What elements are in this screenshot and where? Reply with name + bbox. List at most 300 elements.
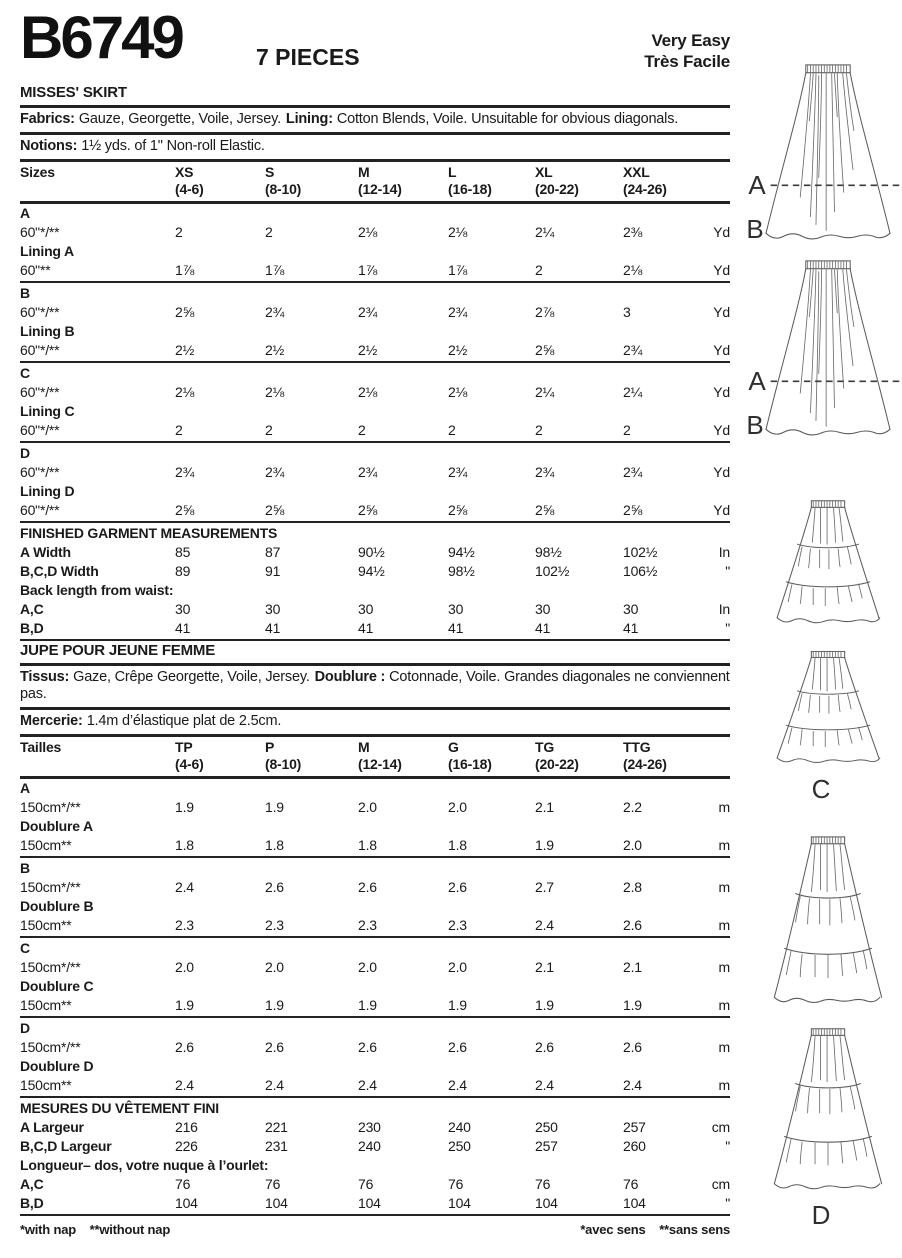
doublure-label: Doublure :	[314, 669, 386, 685]
cell-value: 2⅛	[358, 224, 378, 240]
cell-value: 2¾	[623, 464, 643, 480]
row-label: B	[20, 860, 30, 876]
size-range: (20-22)	[535, 756, 579, 772]
cell-value: 2½	[448, 342, 468, 358]
cell-value: 41	[535, 620, 551, 636]
view-b-label-back: B	[746, 410, 764, 440]
table-row	[20, 543, 730, 562]
cell-value: 94½	[448, 544, 475, 560]
unit-label: cm	[711, 1176, 730, 1192]
size-range: (20-22)	[535, 181, 579, 197]
cell-value: 2	[175, 224, 183, 240]
cell-value: 2.6	[535, 1039, 554, 1055]
unit-label: cm	[711, 1119, 730, 1135]
cell-value: 2	[265, 422, 273, 438]
pattern-number: B6749	[20, 4, 182, 71]
cell-value: 2½	[175, 342, 195, 358]
size-range: (16-18)	[448, 181, 492, 197]
table-row	[20, 817, 730, 836]
table-row	[20, 958, 730, 977]
size-range: (24-26)	[623, 181, 667, 197]
cell-value: 1⅞	[175, 262, 195, 278]
skirt-d-front-illustration	[754, 833, 902, 1011]
size-name: XL	[535, 164, 553, 180]
cell-value: 106½	[623, 563, 658, 579]
row-label: A,C	[20, 601, 44, 617]
cell-value: 1.8	[448, 837, 467, 853]
cell-value: 2	[535, 262, 543, 278]
cell-value: 104	[175, 1195, 198, 1211]
size-name: XXL	[623, 164, 650, 180]
row-label: 60"**	[20, 262, 51, 278]
unit-label: Yd	[713, 342, 730, 358]
fabrics-line-french	[20, 663, 730, 707]
skirt-d-back-illustration	[754, 1025, 902, 1197]
row-label: B,D	[20, 620, 44, 636]
cell-value: 1.9	[265, 997, 284, 1013]
size-range: (8-10)	[265, 181, 302, 197]
cell-value: 2⅛	[623, 262, 643, 278]
view-illustrations	[740, 0, 902, 1258]
table-row	[20, 284, 730, 303]
cell-value: 41	[265, 620, 281, 636]
cell-value: 257	[535, 1138, 558, 1154]
row-label: 150cm*/**	[20, 879, 81, 895]
cell-value: 240	[358, 1138, 381, 1154]
long-tiered-skirt-back-drawing	[754, 1025, 902, 1197]
cell-value: 1⅞	[358, 262, 378, 278]
cell-value: 30	[358, 601, 374, 617]
cell-value: 2⅝	[623, 502, 643, 518]
row-label: Doublure C	[20, 978, 94, 994]
cell-value: 41	[623, 620, 639, 636]
unit-label: m	[718, 1039, 730, 1055]
nap-legend-french: *avec sens **sans sens	[580, 1222, 730, 1237]
cell-value: 2.7	[535, 879, 554, 895]
table-row	[20, 897, 730, 916]
table-row	[20, 996, 730, 1018]
row-label: 150cm*/**	[20, 959, 81, 975]
cell-value: 2.3	[358, 917, 377, 933]
cell-value: 2¼	[535, 384, 555, 400]
cell-value: 1.8	[358, 837, 377, 853]
size-name: TTG	[623, 739, 651, 755]
size-name: P	[265, 739, 275, 755]
table-row	[20, 581, 730, 600]
table-row	[20, 524, 730, 543]
size-column-header	[265, 739, 358, 773]
cell-value: 1.9	[448, 997, 467, 1013]
unit-label: m	[718, 1077, 730, 1093]
cell-value: 104	[535, 1195, 558, 1211]
cell-value: 2.4	[265, 1077, 284, 1093]
row-label: A	[20, 205, 30, 221]
nap-legend	[20, 1217, 730, 1237]
cell-value: 2.6	[448, 1039, 467, 1055]
cell-value: 1.8	[175, 837, 194, 853]
cell-value: 2	[448, 422, 456, 438]
cell-value: 90½	[358, 544, 385, 560]
cell-value: 76	[535, 1176, 551, 1192]
yardage-chart	[20, 84, 730, 1237]
fabrics-label: Fabrics:	[20, 111, 75, 127]
size-column-header	[358, 164, 448, 198]
cell-value: 2⅛	[175, 384, 195, 400]
row-label: C	[20, 940, 30, 956]
garment-title-french: JUPE POUR JEUNE FEMME	[20, 642, 216, 659]
cell-value: 2.1	[535, 959, 554, 975]
table-row	[20, 779, 730, 798]
unit-label: m	[718, 959, 730, 975]
cell-value: 76	[358, 1176, 374, 1192]
cell-value: 87	[265, 544, 281, 560]
unit-label: m	[718, 917, 730, 933]
cell-value: 216	[175, 1119, 198, 1135]
cell-value: 2.3	[265, 917, 284, 933]
size-column-header	[175, 739, 265, 773]
table-row	[20, 204, 730, 223]
cell-value: 230	[358, 1119, 381, 1135]
row-label: D	[20, 445, 30, 461]
cell-value: 2.6	[265, 879, 284, 895]
table-row	[20, 1156, 730, 1175]
row-label: Doublure A	[20, 818, 93, 834]
gathered-skirt-front-drawing	[754, 60, 902, 248]
table-row	[20, 1019, 730, 1038]
row-label: 60"*/**	[20, 384, 60, 400]
mercerie-label: Mercerie:	[20, 713, 83, 729]
view-a-label: A	[748, 170, 766, 200]
table-row	[20, 1175, 730, 1194]
table-row	[20, 501, 730, 523]
cell-value: 2.0	[448, 959, 467, 975]
size-column-header	[535, 164, 623, 198]
cell-value: 1.9	[175, 799, 194, 815]
mercerie-line-french	[20, 707, 730, 734]
cell-value: 2¾	[623, 342, 643, 358]
row-label: C	[20, 365, 30, 381]
tissus-label: Tissus:	[20, 669, 70, 685]
cell-value: 250	[535, 1119, 558, 1135]
notions-line-english	[20, 132, 730, 159]
gathered-skirt-back-drawing	[754, 256, 902, 444]
cell-value: 221	[265, 1119, 288, 1135]
cell-value: 2⅛	[448, 384, 468, 400]
tissus-text: Gaze, Crêpe Georgette, Voile, Jersey.	[73, 669, 310, 685]
cell-value: 2¾	[448, 304, 468, 320]
cell-value: 2.6	[623, 1039, 642, 1055]
cell-value: 2¾	[535, 464, 555, 480]
size-range: (12-14)	[358, 756, 402, 772]
tiered-skirt-back-drawing	[754, 648, 902, 770]
long-tiered-skirt-front-drawing	[754, 833, 902, 1011]
row-label: 150cm**	[20, 917, 72, 933]
cell-value: 2.6	[448, 879, 467, 895]
cell-value: 2	[175, 422, 183, 438]
cell-value: 257	[623, 1119, 646, 1135]
size-range: (4-6)	[175, 181, 204, 197]
cell-value: 104	[448, 1195, 471, 1211]
cell-value: 2¾	[175, 464, 195, 480]
cell-value: 1.9	[535, 997, 554, 1013]
table-row	[20, 859, 730, 878]
cell-value: 1⅞	[448, 262, 468, 278]
fabrics-text: Gauze, Georgette, Voile, Jersey.	[78, 111, 281, 127]
cell-value: 94½	[358, 563, 385, 579]
cell-value: 226	[175, 1138, 198, 1154]
row-label: 60"*/**	[20, 422, 60, 438]
cell-value: 76	[448, 1176, 464, 1192]
cell-value: 2⅝	[448, 502, 468, 518]
cell-value: 2⅝	[358, 502, 378, 518]
row-label: 60"*/**	[20, 464, 60, 480]
unit-label: m	[718, 879, 730, 895]
cell-value: 2.6	[623, 917, 642, 933]
size-name: M	[358, 164, 370, 180]
size-column-header	[535, 739, 623, 773]
cell-value: 1.9	[175, 997, 194, 1013]
cell-value: 2¾	[358, 304, 378, 320]
cell-value: 2¾	[448, 464, 468, 480]
table-row	[20, 223, 730, 242]
unit-label: Yd	[713, 304, 730, 320]
row-label: Back length from waist:	[20, 582, 174, 598]
mercerie-text: 1.4m d’élastique plat de 2.5cm.	[86, 713, 282, 729]
table-row	[20, 836, 730, 858]
row-label: B,D	[20, 1195, 44, 1211]
row-label: FINISHED GARMENT MEASUREMENTS	[20, 525, 278, 541]
cell-value: 2.2	[623, 799, 642, 815]
row-label: A	[20, 780, 30, 796]
cell-value: 30	[535, 601, 551, 617]
unit-label: In	[718, 544, 730, 560]
size-name: TP	[175, 739, 193, 755]
cell-value: 41	[448, 620, 464, 636]
cell-value: 2⅝	[535, 502, 555, 518]
size-column-header	[265, 164, 358, 198]
sizes-label: Sizes	[20, 164, 55, 180]
table-row	[20, 482, 730, 501]
difficulty-french: Très Facile	[644, 52, 730, 71]
cell-value: 2.0	[623, 837, 642, 853]
cell-value: 2¾	[265, 304, 285, 320]
size-column-header	[623, 164, 685, 198]
table-row	[20, 798, 730, 817]
table-row	[20, 303, 730, 322]
garment-title-english: MISSES' SKIRT	[20, 84, 127, 101]
cell-value: 2	[535, 422, 543, 438]
unit-label: m	[718, 799, 730, 815]
size-name: G	[448, 739, 459, 755]
unit-label: Yd	[713, 422, 730, 438]
row-label: MESURES DU VÊTEMENT FINI	[20, 1100, 219, 1116]
row-label: A Width	[20, 544, 71, 560]
table-row	[20, 341, 730, 363]
cell-value: 2.0	[175, 959, 194, 975]
skirt-ab-back-illustration	[754, 256, 902, 444]
table-row	[20, 1099, 730, 1118]
lining-text: Cotton Blends, Voile. Unsuitable for obvious diagonals.	[336, 111, 679, 127]
table-row	[20, 1076, 730, 1098]
size-name: S	[265, 164, 275, 180]
cell-value: 2.6	[358, 879, 377, 895]
row-label: 60"*/**	[20, 224, 60, 240]
cell-value: 2¾	[265, 464, 285, 480]
cell-value: 2.6	[358, 1039, 377, 1055]
table-row	[20, 939, 730, 958]
row-label: 60"*/**	[20, 304, 60, 320]
size-name: XS	[175, 164, 194, 180]
size-column-header	[448, 739, 535, 773]
view-b-label: B	[746, 214, 764, 244]
size-name: M	[358, 739, 370, 755]
row-label: 60"*/**	[20, 502, 60, 518]
cell-value: 2.6	[265, 1039, 284, 1055]
row-label: 150cm**	[20, 1077, 72, 1093]
size-range: (8-10)	[265, 756, 302, 772]
cell-value: 231	[265, 1138, 288, 1154]
table-row	[20, 383, 730, 402]
cell-value: 30	[265, 601, 281, 617]
cell-value: 2.0	[358, 959, 377, 975]
unit-label: Yd	[713, 464, 730, 480]
table-row	[20, 878, 730, 897]
row-label: 150cm*/**	[20, 1039, 81, 1055]
unit-label: Yd	[713, 502, 730, 518]
cell-value: 76	[623, 1176, 639, 1192]
cell-value: 41	[175, 620, 191, 636]
table-row	[20, 600, 730, 619]
row-label: A Largeur	[20, 1119, 84, 1135]
table-row	[20, 1118, 730, 1137]
cell-value: 2⅝	[535, 342, 555, 358]
size-name: TG	[535, 739, 555, 755]
cell-value: 2⅛	[358, 384, 378, 400]
size-range: (4-6)	[175, 756, 204, 772]
cell-value: 85	[175, 544, 191, 560]
unit-label: Yd	[713, 224, 730, 240]
cell-value: 2½	[265, 342, 285, 358]
unit-label: "	[725, 1195, 730, 1211]
size-column-header	[448, 164, 535, 198]
unit-label: In	[718, 601, 730, 617]
cell-value: 2	[623, 422, 631, 438]
cell-value: 2¾	[358, 464, 378, 480]
table-row	[20, 322, 730, 341]
row-label: Lining B	[20, 323, 75, 339]
cell-value: 91	[265, 563, 281, 579]
cell-value: 2¼	[535, 224, 555, 240]
cell-value: 30	[175, 601, 191, 617]
table-row	[20, 1038, 730, 1057]
row-label: B	[20, 285, 30, 301]
cell-value: 3	[623, 304, 631, 320]
table-row	[20, 1057, 730, 1076]
cell-value: 104	[265, 1195, 288, 1211]
notions-label: Notions:	[20, 138, 78, 154]
sizes-label: Tailles	[20, 739, 62, 755]
row-label: 150cm*/**	[20, 799, 81, 815]
lining-label: Lining:	[285, 111, 333, 127]
cell-value: 2.4	[448, 1077, 467, 1093]
row-label: 60"*/**	[20, 342, 60, 358]
nap-legend-english: *with nap **without nap	[20, 1222, 171, 1237]
cell-value: 104	[358, 1195, 381, 1211]
size-range: (12-14)	[358, 181, 402, 197]
cell-value: 30	[623, 601, 639, 617]
sizes-header-french	[20, 734, 730, 779]
row-label: 150cm**	[20, 837, 72, 853]
cell-value: 2⅝	[175, 502, 195, 518]
row-label: 150cm**	[20, 997, 72, 1013]
cell-value: 2.4	[535, 1077, 554, 1093]
cell-value: 2⅛	[265, 384, 285, 400]
cell-value: 2.0	[448, 799, 467, 815]
cell-value: 2	[265, 224, 273, 240]
cell-value: 102½	[623, 544, 658, 560]
view-d-label: D	[811, 1200, 831, 1230]
fabrics-line-english	[20, 105, 730, 132]
doublure-text: Cotonnade, Voile. Grandes diagonales ne conviennent pas.	[20, 669, 730, 702]
cell-value: 41	[358, 620, 374, 636]
table-row	[20, 562, 730, 581]
row-label: B,C,D Largeur	[20, 1138, 112, 1154]
table-row	[20, 242, 730, 261]
cell-value: 2.4	[623, 1077, 642, 1093]
view-a-label-back: A	[748, 366, 766, 396]
table-row	[20, 1194, 730, 1216]
cell-value: 2⅛	[448, 224, 468, 240]
cell-value: 2.3	[448, 917, 467, 933]
row-label: B,C,D Width	[20, 563, 99, 579]
cell-value: 2.1	[535, 799, 554, 815]
row-label: Lining D	[20, 483, 75, 499]
cell-value: 30	[448, 601, 464, 617]
table-row	[20, 463, 730, 482]
cell-value: 2¼	[623, 384, 643, 400]
cell-value: 98½	[448, 563, 475, 579]
cell-value: 2.0	[358, 799, 377, 815]
table-row	[20, 444, 730, 463]
cell-value: 2⅞	[535, 304, 555, 320]
table-row	[20, 364, 730, 383]
unit-label: "	[725, 620, 730, 636]
pieces-count: 7 PIECES	[256, 44, 360, 70]
row-label: Doublure D	[20, 1058, 94, 1074]
table-row	[20, 916, 730, 938]
cell-value: 1⅞	[265, 262, 285, 278]
cell-value: 2.4	[175, 879, 194, 895]
skirt-ab-front-illustration	[754, 60, 902, 248]
size-column-header	[358, 739, 448, 773]
cell-value: 2.4	[358, 1077, 377, 1093]
row-label: Lining C	[20, 403, 75, 419]
row-label: D	[20, 1020, 30, 1036]
cell-value: 1.9	[265, 799, 284, 815]
unit-label: "	[725, 563, 730, 579]
cell-value: 1.8	[265, 837, 284, 853]
cell-value: 76	[175, 1176, 191, 1192]
cell-value: 2.3	[175, 917, 194, 933]
cell-value: 260	[623, 1138, 646, 1154]
size-column-header	[623, 739, 685, 773]
cell-value: 240	[448, 1119, 471, 1135]
cell-value: 2.6	[175, 1039, 194, 1055]
table-row	[20, 421, 730, 443]
size-column-header	[175, 164, 265, 198]
cell-value: 2½	[358, 342, 378, 358]
difficulty-rating	[530, 30, 730, 72]
